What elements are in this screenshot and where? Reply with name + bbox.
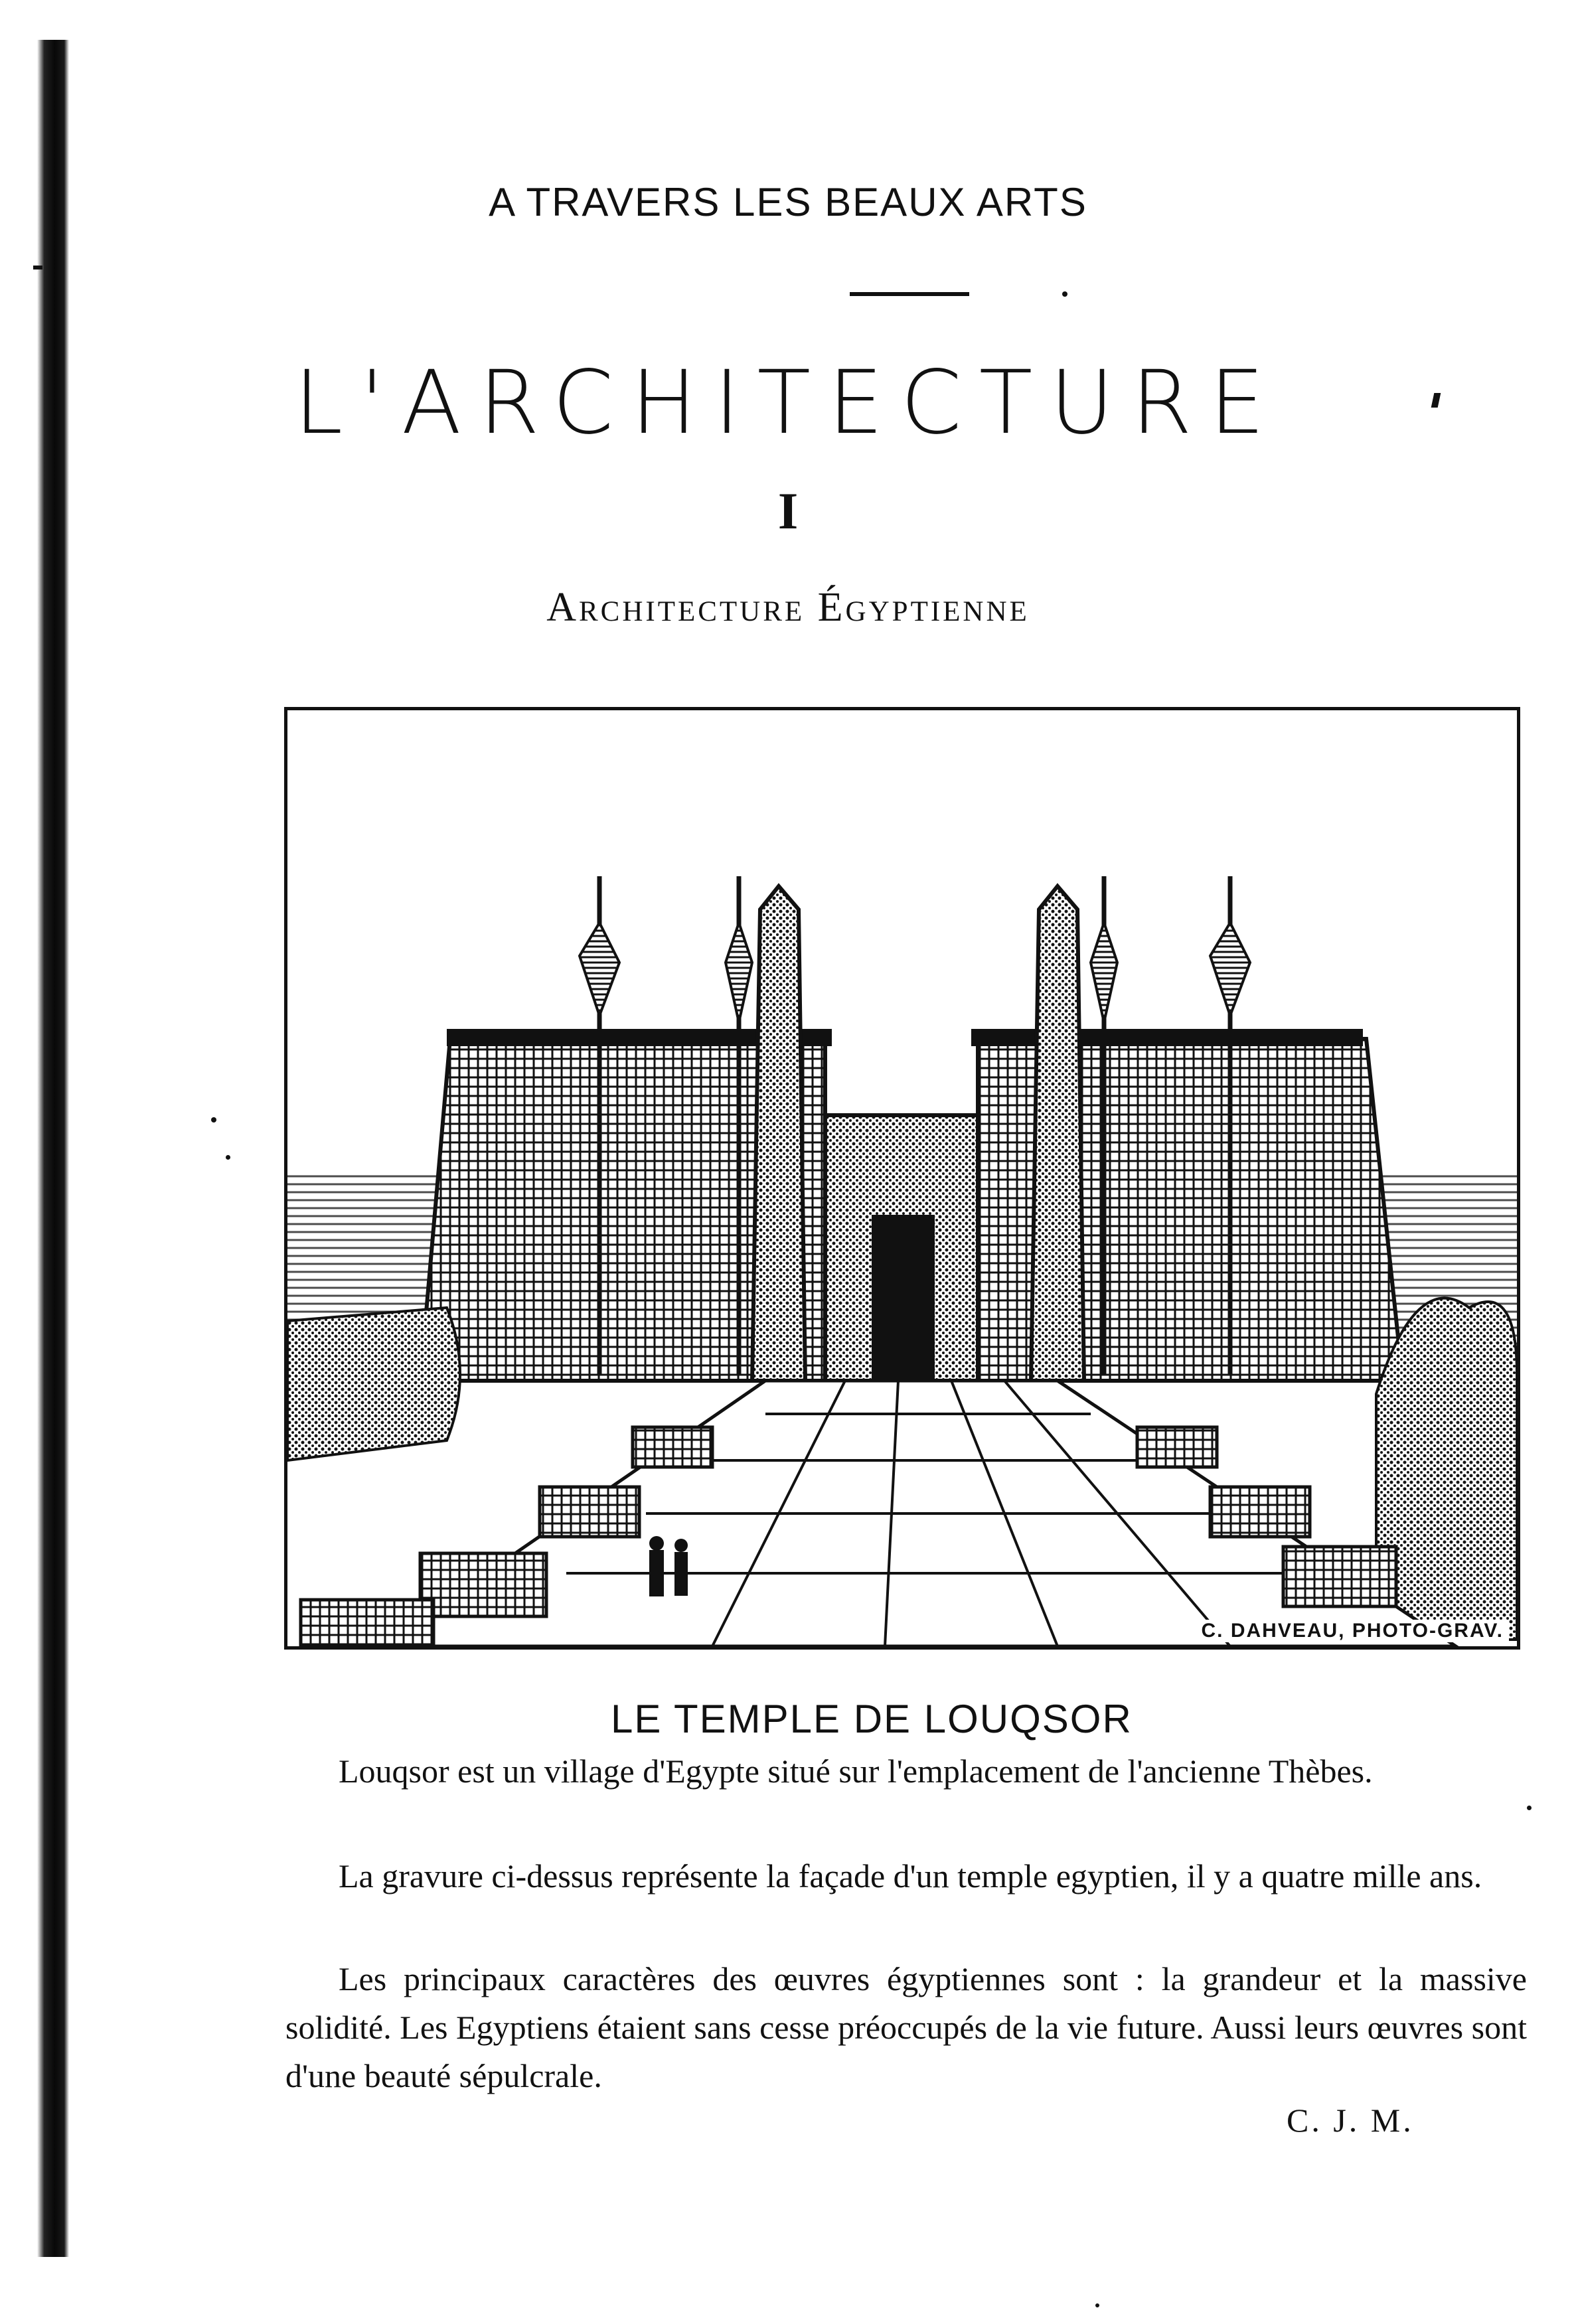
scan-speck (1095, 2303, 1099, 2307)
scan-speck (1527, 1806, 1532, 1810)
paragraph-3: Les principaux caractères des œuvres égyptiennes sont : la grandeur et la massive solidité. Les Egyptiens étaient sans cesse préoccupés de la vie future. Aussi leurs œuvres sont d'une beauté sépulcrale. (285, 1960, 1527, 2094)
scan-speck (211, 1117, 216, 1123)
rule-dot (1062, 291, 1067, 297)
scan-speck (226, 1155, 230, 1160)
paragraph-2: La gravure ci-dessus représente la façade d'un temple egyptien, il y a quatre mille ans. (339, 1857, 1482, 1895)
engraver-credit: C. DAHVEAU, PHOTO-GRAV. (1196, 1620, 1510, 1642)
temple-engraving (284, 707, 1520, 1650)
engraving-drawing (287, 710, 1517, 1646)
page-title: L'ARCHITECTURE (293, 352, 1283, 454)
caption-title: LE TEMPLE DE LOUQSOR (611, 1697, 1133, 1741)
chapter-number: I (777, 482, 799, 540)
binding-mark (33, 266, 42, 270)
paragraph-1: Louqsor est un village d'Egypte situé sur l'emplacement de l'ancienne Thèbes. (339, 1752, 1373, 1790)
author-signature: C. J. M. (1287, 2102, 1414, 2139)
title-rule (850, 292, 969, 296)
series-title: A TRAVERS LES BEAUX ARTS (489, 180, 1087, 224)
section-title: Architecture Égyptienne (546, 585, 1030, 630)
